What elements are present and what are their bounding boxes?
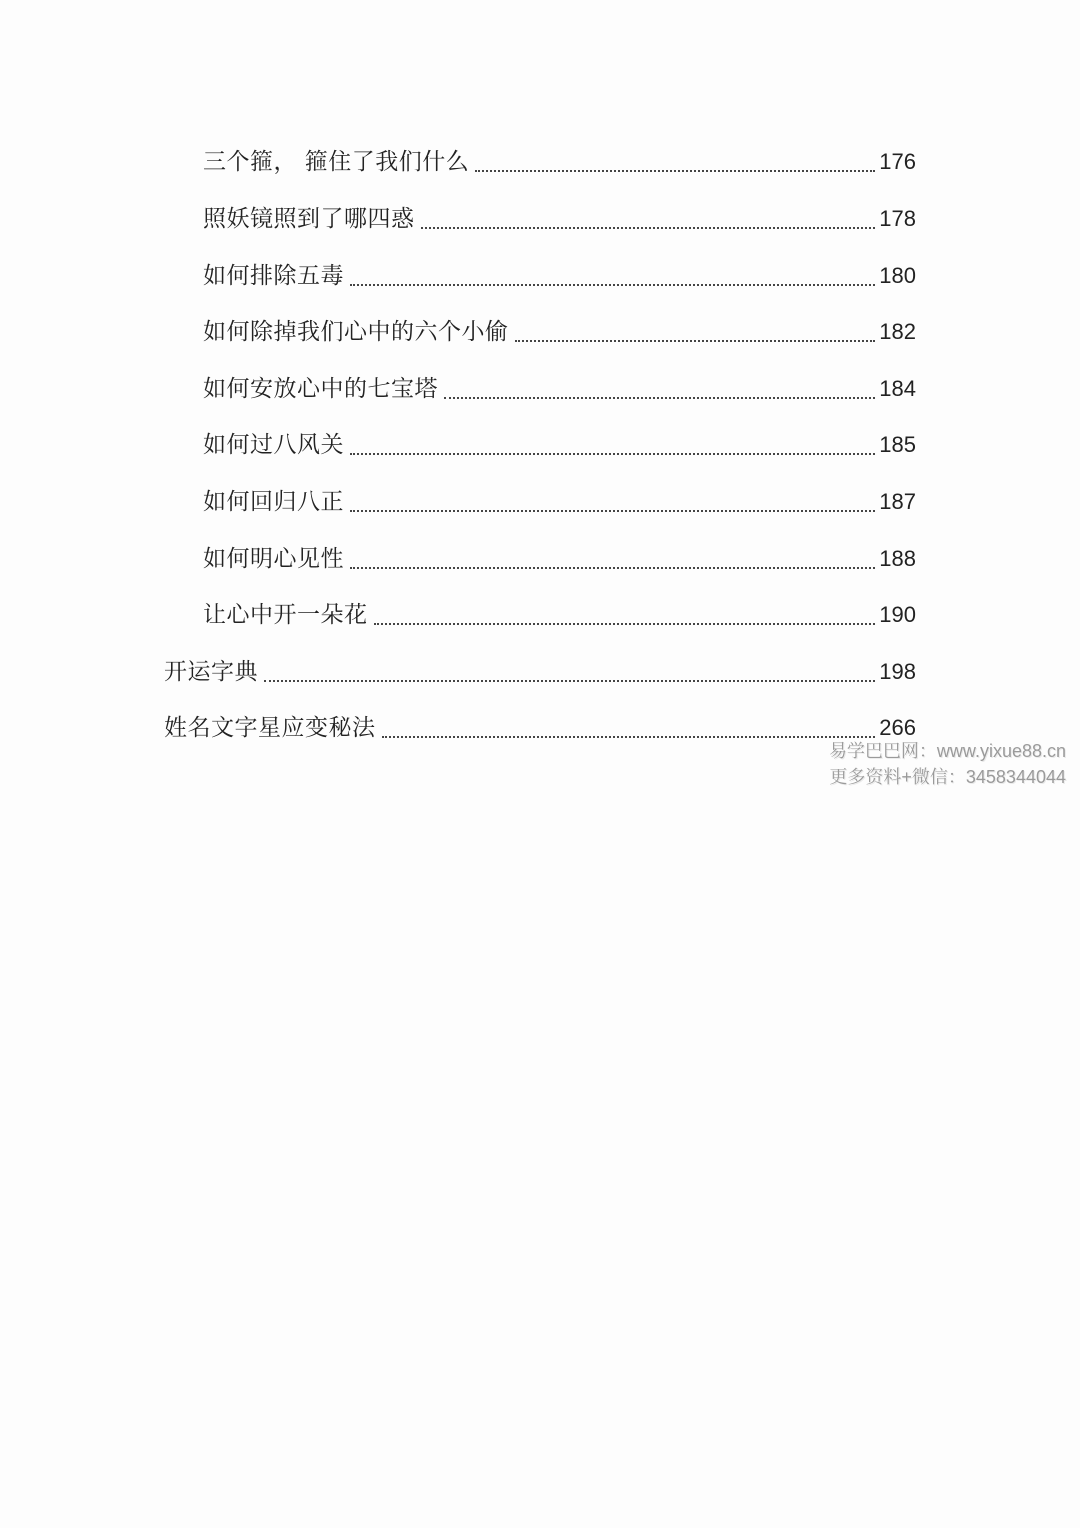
dot-leader [350, 490, 875, 512]
dot-leader [382, 716, 876, 738]
toc-entry-title: 如何排除五毒 [203, 263, 344, 289]
dot-leader [350, 547, 875, 569]
toc-entry-page: 266 [879, 715, 916, 740]
toc-entry-title: 三个箍， 箍住了我们什么 [203, 149, 470, 175]
toc-entry-page: 180 [879, 263, 916, 288]
toc-entry-page: 178 [879, 206, 916, 231]
toc-entry-page: 184 [879, 376, 916, 401]
toc-entry-title: 如何明心见性 [203, 546, 344, 572]
dot-leader [421, 207, 876, 229]
watermark-line-site: 易学巴巴网：www.yixue88.cn [828, 741, 1066, 761]
toc-entry[interactable] [203, 535, 916, 575]
toc-entry-title: 开运字典 [164, 659, 258, 685]
watermark [806, 738, 1066, 790]
dot-leader [264, 660, 875, 682]
toc-entry-page: 185 [879, 432, 916, 457]
toc-entry[interactable] [164, 648, 916, 688]
toc-entry-page: 198 [879, 659, 916, 684]
dot-leader [515, 320, 876, 342]
toc-entry-page: 176 [879, 149, 916, 174]
toc-entry-title: 让心中开一朵花 [203, 602, 368, 628]
toc-entry[interactable] [203, 478, 916, 518]
toc-entry-title: 如何回归八正 [203, 489, 344, 515]
toc-entry-title: 如何除掉我们心中的六个小偷 [203, 319, 509, 345]
table-of-contents [0, 0, 1080, 760]
toc-entry-title: 照妖镜照到了哪四惑 [203, 206, 415, 232]
toc-entry-title: 姓名文字星应变秘法 [164, 715, 376, 741]
toc-entry-title: 如何安放心中的七宝塔 [203, 376, 438, 402]
dot-leader [475, 150, 875, 172]
toc-entry-page: 188 [879, 546, 916, 571]
dot-leader [444, 377, 875, 399]
toc-entry[interactable] [203, 138, 916, 178]
toc-entry-page: 190 [879, 602, 916, 627]
toc-entry[interactable] [203, 591, 916, 631]
toc-entry[interactable] [203, 308, 916, 348]
dot-leader [350, 433, 875, 455]
toc-entry[interactable] [203, 421, 916, 461]
toc-entry-title: 如何过八风关 [203, 432, 344, 458]
dot-leader [350, 264, 875, 286]
toc-entry[interactable] [203, 195, 916, 235]
dot-leader [374, 603, 876, 625]
toc-entry[interactable] [164, 704, 916, 744]
toc-entry-page: 187 [879, 489, 916, 514]
watermark-line-contact: 更多资料+微信：3458344044 [829, 767, 1066, 787]
toc-entry[interactable] [203, 252, 916, 292]
toc-entry[interactable] [203, 365, 916, 405]
toc-entry-page: 182 [879, 319, 916, 344]
